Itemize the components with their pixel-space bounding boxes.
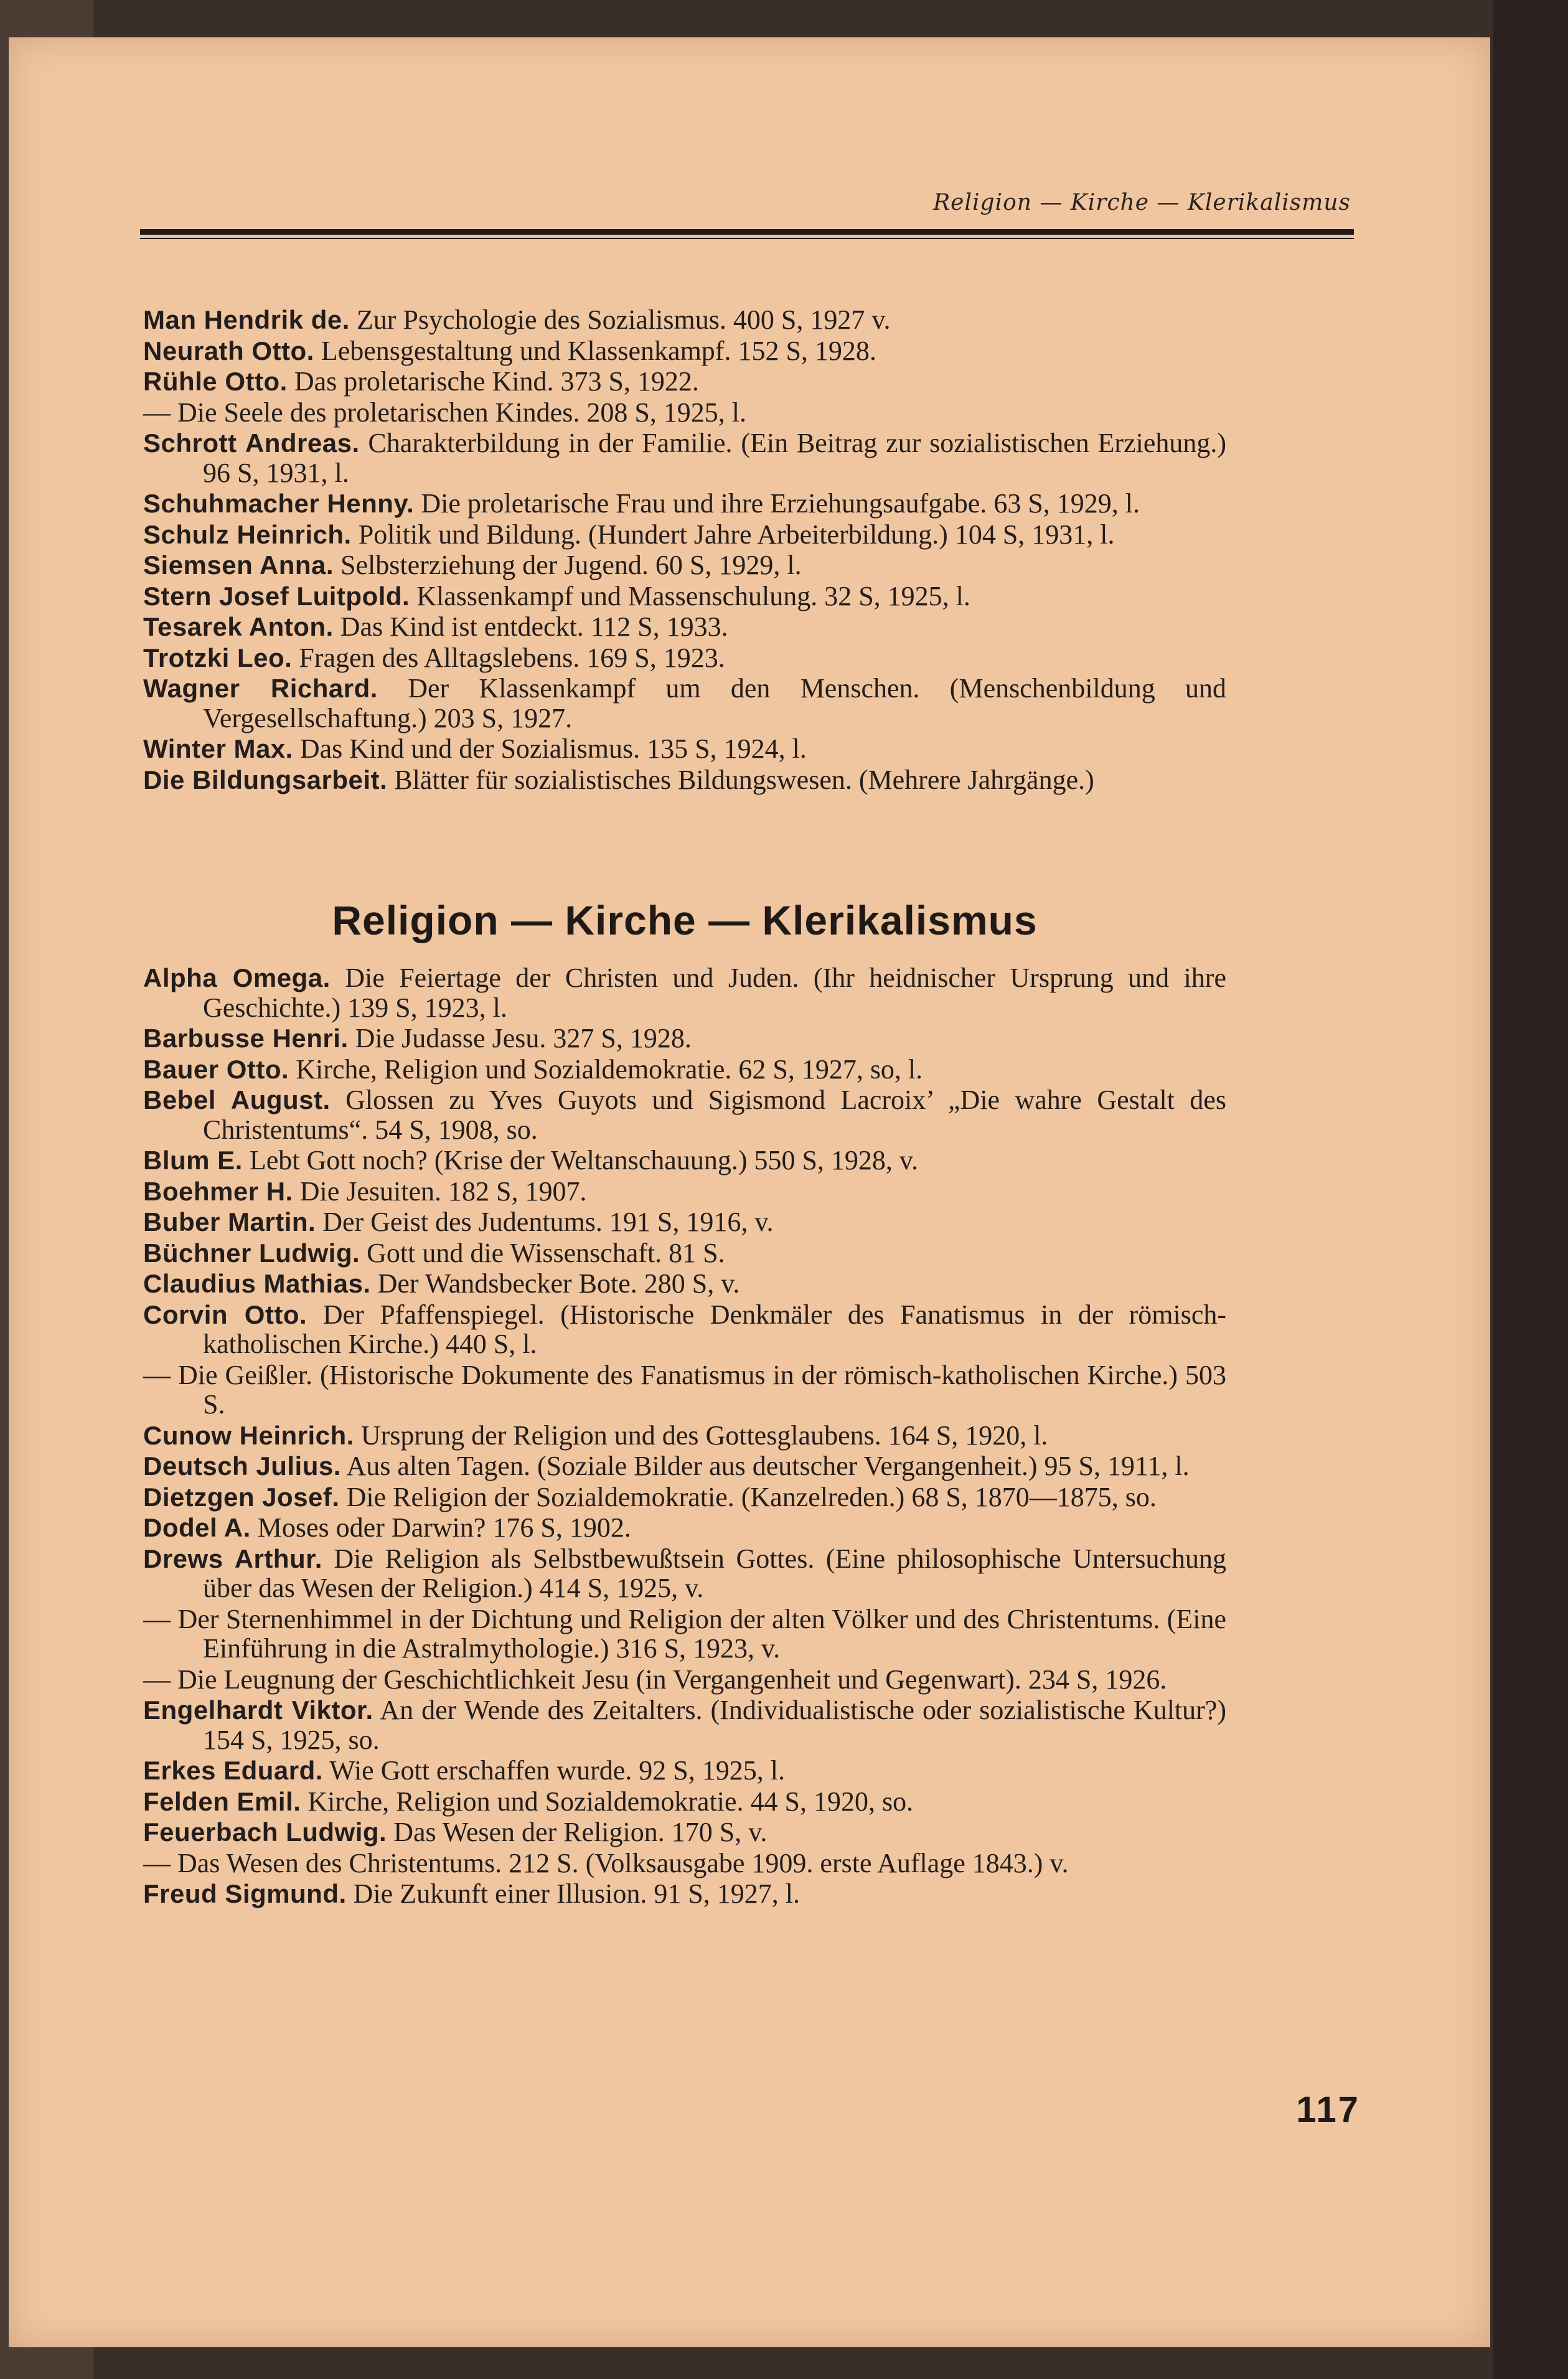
bibliography-entry [143,1238,1226,1268]
header-rule-thin [140,238,1354,239]
entry-author: Claudius Mathias. [143,1269,371,1298]
entry-text: Der Wandsbecker Bote. 280 S, v. [370,1268,740,1299]
entry-author: Siemsen Anna. [143,550,334,580]
entry-text: Kirche, Religion und Sozialdemokratie. 44 S, 1920, so. [301,1786,914,1817]
bibliography-entry [143,1421,1226,1451]
entry-text: — Die Leugnung der Geschichtlichkeit Jesu (in Vergangenheit und Gegenwart). 234 S, 1926. [143,1664,1167,1695]
entry-author: Blum E. [143,1146,243,1175]
entry-author: Schuhmacher Henny. [143,489,415,518]
bibliography-entry [143,1787,1226,1817]
bibliography-entry [143,428,1226,488]
entry-author: Büchner Ludwig. [143,1238,360,1268]
entry-author: Die Bildungsarbeit. [143,765,388,794]
entry-text: Ursprung der Religion und des Gottesglaubens. 164 S, 1920, l. [354,1420,1048,1451]
entry-author: Corvin Otto. [143,1299,307,1329]
bibliography-entry [143,398,1226,428]
entry-author: Dietzgen Josef. [143,1482,340,1512]
entry-author: Alpha Omega. [143,963,331,992]
bibliography-entry [143,1085,1226,1144]
entry-author: Buber Martin. [143,1207,316,1237]
entry-text: Der Pfaffenspiegel. (Historische Denkmäler des Fanatismus in der römisch-katholischen Kirche.) 440 S, l. [203,1299,1226,1359]
entry-text: Das proletarische Kind. 373 S, 1922. [287,366,699,397]
entry-text: Selbsterziehung der Jugend. 60 S, 1929, l. [334,550,802,580]
entry-text: Die Religion als Selbstbewußtsein Gottes. (Eine philosophische Untersuchung über das Wesen der Religion.) 414 S, 1925, v. [203,1543,1226,1603]
entry-author: Cunow Heinrich. [143,1420,354,1450]
bibliography-list-top [143,305,1226,796]
entry-text: Politik und Bildung. (Hundert Jahre Arbeiterbildung.) 104 S, 1931, l. [351,519,1115,550]
entry-author: Wagner Richard. [143,674,378,703]
entry-author: Felden Emil. [143,1786,301,1816]
entry-author: Bauer Otto. [143,1054,289,1084]
entry-text: Blätter für sozialistisches Bildungswesen. (Mehrere Jahrgänge.) [387,764,1094,795]
bibliography-entry [143,336,1226,366]
bibliography-entry [143,1544,1226,1603]
bibliography-list-bottom [143,963,1226,1910]
bibliography-entry [143,1300,1226,1359]
bibliography-entry [143,520,1226,550]
entry-text: Lebensgestaltung und Klassenkampf. 152 S, 1928. [314,335,876,366]
entry-text: An der Wende des Zeitalters. (Individualistische oder sozialistische Kultur?) 154 S, 1925, so. [203,1695,1226,1755]
entry-text: Moses oder Darwin? 176 S, 1902. [250,1512,631,1543]
bibliography-entry [143,734,1226,764]
entry-text: — Die Seele des proletarischen Kindes. 208 S, 1925, l. [143,397,747,428]
bibliography-entry [143,550,1226,580]
bibliography-entry [143,1269,1226,1299]
bibliography-entry [143,1482,1226,1512]
entry-text: Zur Psychologie des Sozialismus. 400 S, 1927 v. [349,304,891,335]
bibliography-entry [143,1177,1226,1207]
bibliography-entry [143,963,1226,1022]
page-number: 117 [1296,2089,1360,2130]
entry-author: Deutsch Julius. [143,1451,341,1481]
bibliography-entry [143,1849,1226,1878]
entry-author: Schulz Heinrich. [143,519,352,549]
entry-text: Der Klassenkampf um den Menschen. (Menschenbildung und Vergesellschaftung.) 203 S, 1927. [203,673,1226,733]
entry-text: Die Feiertage der Christen und Juden. (Ihr heidnischer Ursprung und ihre Geschichte.) 139 S, 1923, l. [203,963,1226,1023]
entry-author: Freud Sigmund. [143,1879,347,1908]
bibliography-entry [143,1146,1226,1175]
bibliography-entry [143,1695,1226,1755]
bibliography-entry [143,1817,1226,1847]
entry-author: Man Hendrik de. [143,305,350,334]
entry-author: Dodel A. [143,1513,251,1542]
entry-text: Der Geist des Judentums. 191 S, 1916, v. [316,1207,774,1237]
entry-text: Kirche, Religion und Sozialdemokratie. 62 S, 1927, so, l. [289,1053,923,1085]
entry-author: Rühle Otto. [143,367,288,396]
entry-text: Aus alten Tagen. (Soziale Bilder aus deutscher Vergangenheit.) 95 S, 1911, l. [340,1451,1190,1481]
entry-author: Winter Max. [143,734,293,763]
bibliography-entry [143,1513,1226,1543]
entry-text: Die Religion der Sozialdemokratie. (Kanzelreden.) 68 S, 1870—1875, so. [339,1481,1157,1512]
entry-text: Das Wesen der Religion. 170 S, v. [387,1817,768,1847]
bibliography-entry [143,643,1226,673]
bibliography-entry [143,765,1226,795]
entry-author: Neurath Otto. [143,336,314,365]
bibliography-entry [143,612,1226,642]
bibliography-entry [143,305,1226,335]
section-title: Religion — Kirche — Klerikalismus [332,897,1038,943]
entry-text: Lebt Gott noch? (Krise der Weltanschauung.) 550 S, 1928, v. [242,1145,919,1175]
scan-background-right [1493,0,1568,2379]
entry-text: Das Kind ist entdeckt. 112 S, 1933. [333,611,728,642]
entry-text: Die Jesuiten. 182 S, 1907. [293,1175,587,1207]
bibliography-entry [143,489,1226,519]
entry-text: Die Judasse Jesu. 327 S, 1928. [348,1023,692,1053]
bibliography-entry [143,1451,1226,1481]
entry-author: Erkes Eduard. [143,1756,323,1785]
entry-text: Klassenkampf und Massenschulung. 32 S, 1925, l. [410,580,970,611]
entry-author: Feuerbach Ludwig. [143,1817,387,1847]
bibliography-entry [143,367,1226,397]
entry-author: Barbusse Henri. [143,1024,349,1053]
bibliography-entry [143,1207,1226,1237]
entry-author: Tesarek Anton. [143,612,334,641]
entry-text: Gott und die Wissenschaft. 81 S. [360,1237,725,1268]
entry-author: Drews Arthur. [143,1543,322,1573]
header-rule-thick [140,229,1354,235]
entry-text: — Der Sternenhimmel in der Dichtung und Religion der alten Völker und des Christentums. (Eine Einführung in die Astralmythologie.) 316 S, 1923, v. [143,1603,1226,1664]
entry-text: — Das Wesen des Christentums. 212 S. (Volksausgabe 1909. erste Auflage 1843.) v. [143,1847,1069,1878]
entry-text: Fragen des Alltagslebens. 169 S, 1923. [292,642,725,673]
entry-text: Die proletarische Frau und ihre Erziehungsaufgabe. 63 S, 1929, l. [414,488,1140,519]
entry-author: Engelhardt Viktor. [143,1695,373,1725]
bibliography-entry [143,1604,1226,1664]
entry-author: Stern Josef Luitpold. [143,581,410,611]
bibliography-entry [143,1055,1226,1085]
bibliography-entry [143,582,1226,611]
entry-author: Trotzki Leo. [143,643,293,672]
running-head: Religion — Kirche — Klerikalismus [933,190,1351,215]
entry-text: Das Kind und der Sozialismus. 135 S, 1924, l. [293,733,807,764]
entry-author: Boehmer H. [143,1176,293,1206]
entry-text: Charakterbildung in der Familie. (Ein Beitrag zur sozialistischen Erziehung.) 96 S, 1931, l. [203,428,1227,488]
entry-text: Wie Gott erschaffen wurde. 92 S, 1925, l. [322,1755,785,1786]
entry-text: — Die Geißler. (Historische Dokumente des Fanatismus in der römisch-katholischen Kirche.) 503 S. [143,1359,1226,1420]
bibliography-entry [143,1024,1226,1053]
bibliography-entry [143,1665,1226,1695]
bibliography-entry [143,674,1226,733]
bibliography-entry [143,1360,1226,1420]
bibliography-entry [143,1756,1226,1786]
entry-author: Bebel August. [143,1085,331,1114]
bibliography-entry [143,1879,1226,1909]
entry-author: Schrott Andreas. [143,428,360,458]
entry-text: Glossen zu Yves Guyots und Sigismond Lacroix’ „Die wahre Gestalt des Christentums“. 54 S, 1908, so. [203,1085,1226,1145]
entry-text: Die Zukunft einer Illusion. 91 S, 1927, l. [346,1878,800,1909]
